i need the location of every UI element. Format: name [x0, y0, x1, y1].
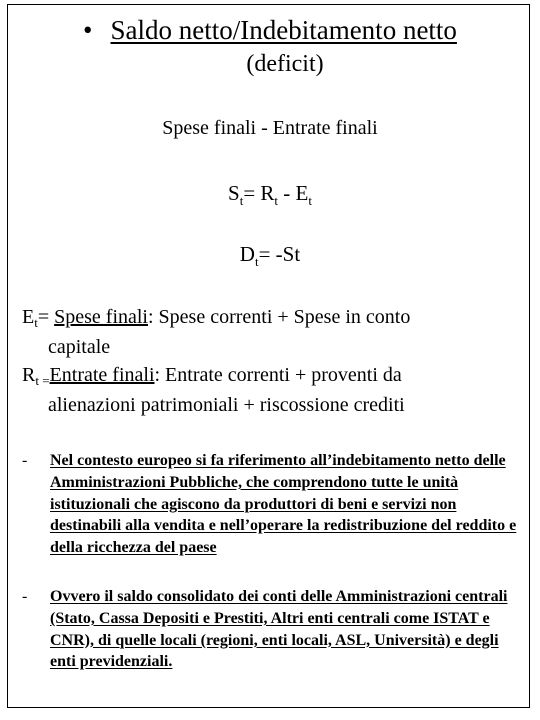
formula-saldo: [0, 180, 540, 214]
def-r-term: Entrate finali: [49, 364, 155, 386]
formula-deficit: [0, 241, 540, 275]
title-text: Saldo netto/Indebitamento netto: [110, 15, 457, 45]
def-r-sub: t =: [35, 373, 50, 388]
formula-e-sub: t: [308, 193, 312, 208]
formula-s-eq: = R: [243, 181, 275, 205]
note-dash: -: [22, 588, 28, 605]
note-text: Nel contesto europeo si fa riferimento all’indebitamento netto delle Amministrazioni Pubbliche, che comprendono tutte le unità istituzionali che agiscono da produttori di beni e servizi non destinabili alla vendita e nell’operare la redistribuzione del reddito e della ricchezza del paese: [50, 452, 517, 557]
def-r-cont: alienazioni patrimoniali + riscossione crediti: [48, 394, 405, 416]
definition-spese: [22, 305, 517, 360]
definition-entrate: [22, 363, 517, 418]
formula-s-symbol: S: [228, 181, 240, 205]
formula-d-rhs: = -St: [258, 242, 301, 266]
def-r-var: R: [22, 364, 36, 386]
note-item: [22, 586, 526, 673]
def-e-sub: t: [34, 315, 38, 330]
formula-d-symbol: D: [239, 242, 255, 266]
def-e-var: E: [22, 306, 35, 328]
def-e-cont: capitale: [48, 336, 111, 358]
bullet-icon: •: [83, 15, 93, 45]
def-e-term: Spese finali: [54, 306, 148, 328]
note-item: [22, 450, 526, 559]
def-e-desc: : Spese correnti + Spese in conto: [148, 306, 411, 328]
def-e-eq: =: [37, 306, 55, 328]
note-dash: -: [22, 452, 28, 469]
formula-s-sub: t: [239, 193, 244, 208]
subtitle: (deficit): [246, 51, 324, 77]
title: [0, 14, 540, 46]
formula-s-minus: - E: [278, 181, 309, 205]
formula-r-sub: t: [274, 193, 279, 208]
formula-d-sub: t: [254, 254, 259, 269]
note-text: Ovvero il saldo consolidato dei conti delle Amministrazioni centrali (Stato, Cassa Depositi e Prestiti, Altri enti centrali come ISTAT e CNR), di quelle locali (regioni, enti locali, ASL, Università) e degli enti previdenziali.: [50, 588, 508, 671]
def-r-desc: : Entrate correnti + proventi da: [154, 364, 402, 386]
spese-entrate-line: Spese finali - Entrate finali: [162, 117, 378, 139]
